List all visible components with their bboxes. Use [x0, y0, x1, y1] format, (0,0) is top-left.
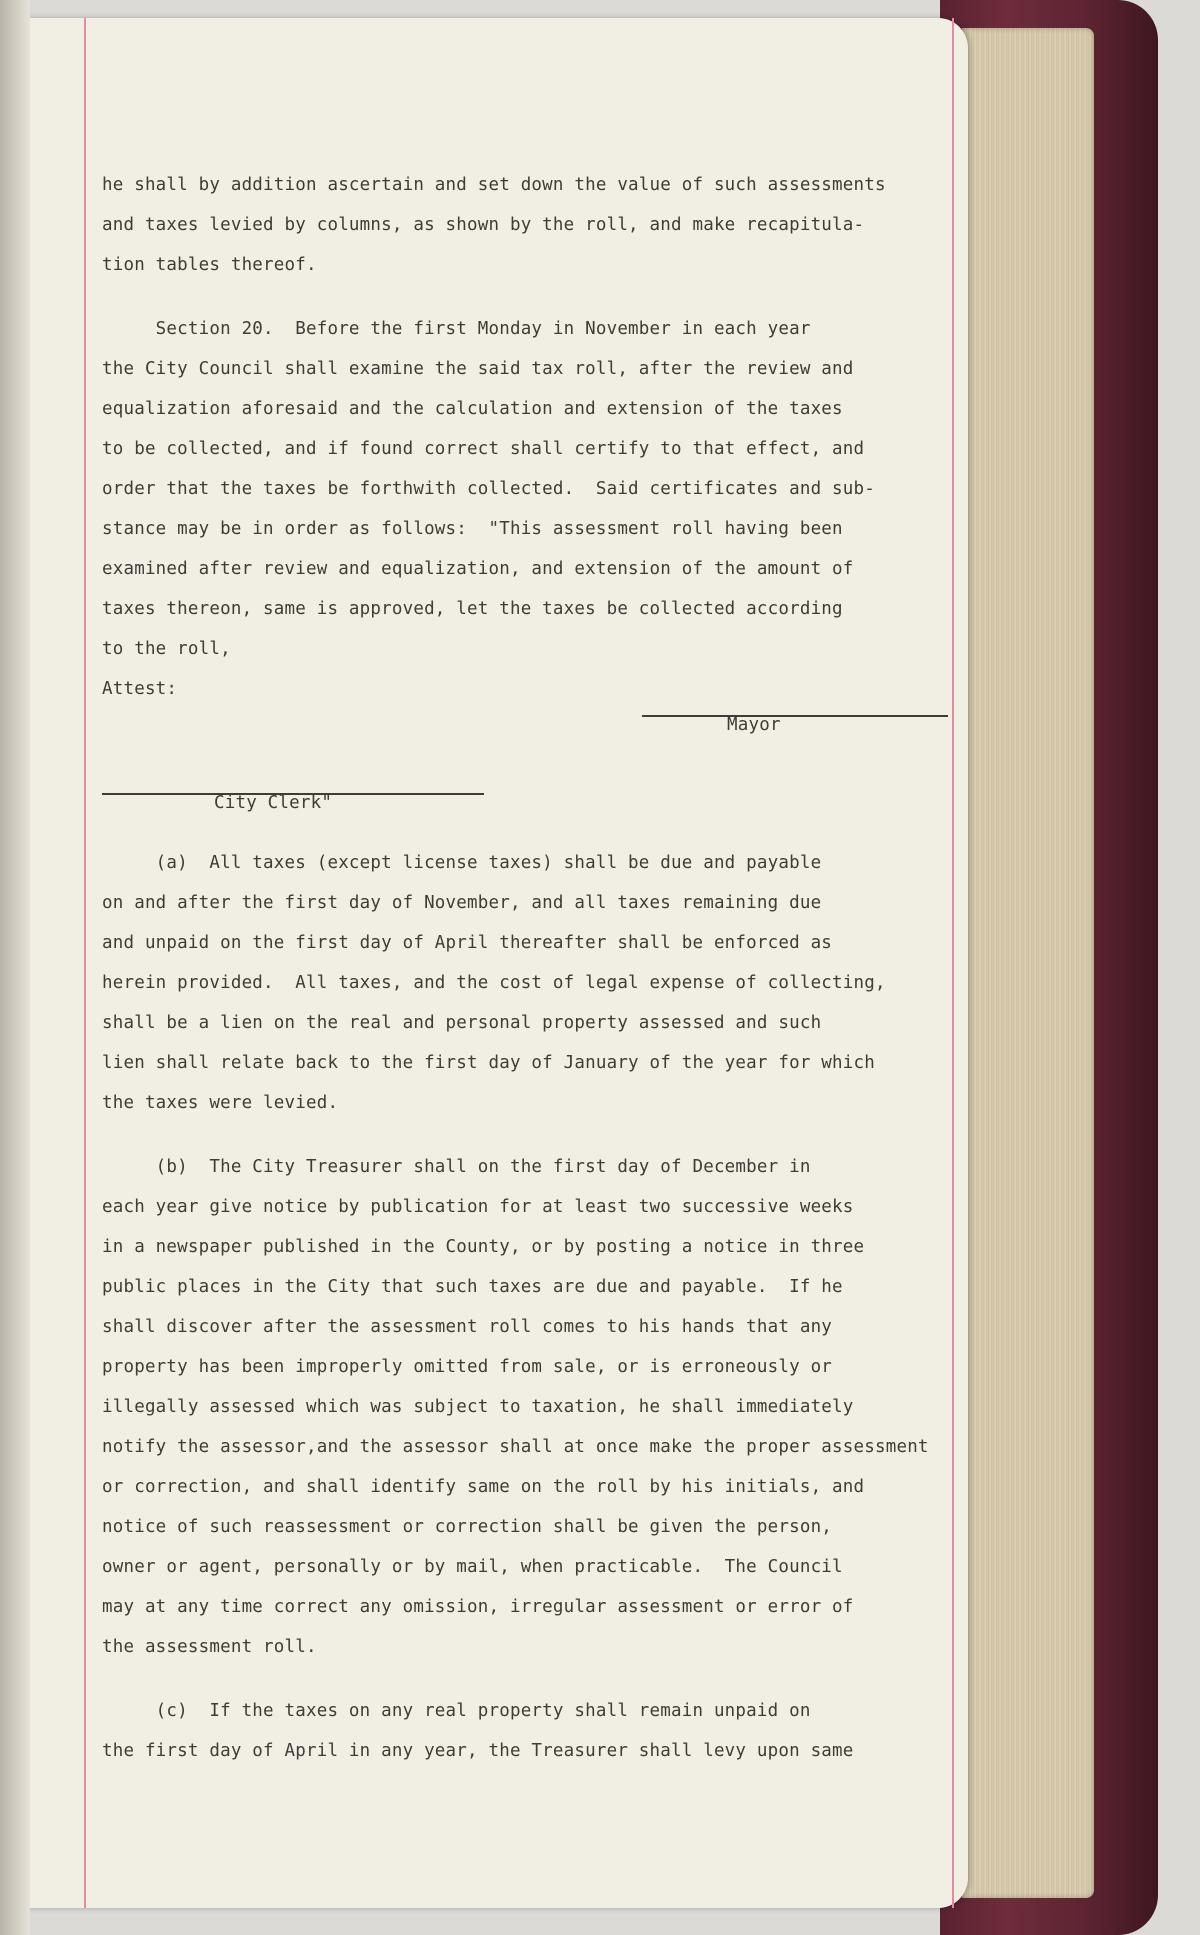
mayor-signature-line [642, 715, 948, 717]
text-line: to the roll, [102, 639, 231, 659]
paragraph-b [102, 1147, 962, 1667]
text-line: the taxes were levied. [102, 1093, 339, 1113]
text-line: (b) The City Treasurer shall on the first day of December in [102, 1157, 811, 1177]
text-line: (c) If the taxes on any real property shall remain unpaid on [102, 1701, 811, 1721]
text-line: and taxes levied by columns, as shown by the roll, and make recapitula- [102, 215, 865, 235]
text-line: on and after the first day of November, and all taxes remaining due [102, 893, 822, 913]
text-line: illegally assessed which was subject to taxation, he shall immediately [102, 1397, 854, 1417]
left-margin-rule [84, 18, 86, 1908]
text-line: herein provided. All taxes, and the cost of legal expense of collecting, [102, 973, 886, 993]
clerk-label: City Clerk" [214, 793, 333, 813]
text-line: or correction, and shall identify same on the roll by his initials, and [102, 1477, 865, 1497]
text-line: lien shall relate back to the first day of January of the year for which [102, 1053, 875, 1073]
text-line: shall discover after the assessment roll comes to his hands that any [102, 1317, 833, 1337]
text-line: the City Council shall examine the said tax roll, after the review and [102, 359, 854, 379]
text-line: to be collected, and if found correct shall certify to that effect, and [102, 439, 865, 459]
text-line: and unpaid on the first day of April thereafter shall be enforced as [102, 933, 833, 953]
text-line: order that the taxes be forthwith collected. Said certificates and sub- [102, 479, 875, 499]
left-gutter [0, 0, 30, 1935]
page-edges [962, 28, 1094, 1898]
text-line: he shall by addition ascertain and set down the value of such assessments [102, 175, 886, 195]
text-line: stance may be in order as follows: "This assessment roll having been [102, 519, 843, 539]
text-line: may at any time correct any omission, irregular assessment or error of [102, 1597, 854, 1617]
text-line: examined after review and equalization, and extension of the amount of [102, 559, 854, 579]
text-line: property has been improperly omitted from sale, or is erroneously or [102, 1357, 833, 1377]
text-line: tion tables thereof. [102, 255, 317, 275]
text-line: notice of such reassessment or correction shall be given the person, [102, 1517, 833, 1537]
text-line: owner or agent, personally or by mail, when practicable. The Council [102, 1557, 843, 1577]
text-line: each year give notice by publication for at least two successive weeks [102, 1197, 854, 1217]
paragraph-1 [102, 165, 962, 285]
text-line: Attest: [102, 679, 178, 699]
mayor-label: Mayor [727, 715, 781, 735]
text-line: in a newspaper published in the County, or by posting a notice in three [102, 1237, 865, 1257]
clerk-signature-block [102, 793, 962, 843]
document-body [102, 165, 962, 1771]
text-line: the first day of April in any year, the Treasurer shall levy upon same [102, 1741, 854, 1761]
text-line: the assessment roll. [102, 1637, 317, 1657]
text-line: public places in the City that such taxes are due and payable. If he [102, 1277, 843, 1297]
text-line: (a) All taxes (except license taxes) shall be due and payable [102, 853, 822, 873]
paragraph-section-20 [102, 309, 962, 709]
text-line: taxes thereon, same is approved, let the taxes be collected according [102, 599, 843, 619]
paragraph-a [102, 843, 962, 1123]
text-line: shall be a lien on the real and personal property assessed and such [102, 1013, 822, 1033]
mayor-signature-block [102, 709, 962, 793]
text-line: notify the assessor,and the assessor shall at once make the proper assessment [102, 1437, 929, 1457]
text-line: Section 20. Before the first Monday in November in each year [102, 319, 811, 339]
text-line: equalization aforesaid and the calculation and extension of the taxes [102, 399, 843, 419]
paragraph-c [102, 1691, 962, 1771]
